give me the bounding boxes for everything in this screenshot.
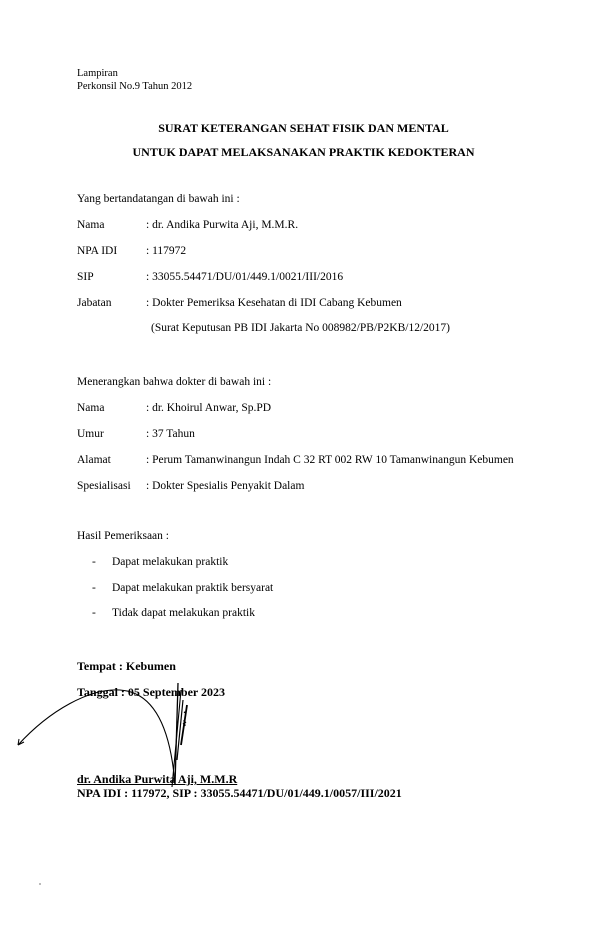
place-line: Tempat : Kebumen	[77, 659, 176, 673]
regulation-reference: Perkonsil No.9 Tahun 2012	[77, 81, 193, 92]
document-title: SURAT KETERANGAN SEHAT FISIK DAN MENTAL	[158, 121, 449, 135]
bullet-dash: -	[92, 556, 96, 568]
signer-intro: Yang bertandatangan di bawah ini :	[77, 193, 240, 205]
signer-npa-value: : 117972	[146, 245, 187, 257]
signer-credentials: NPA IDI : 117972, SIP : 33055.54471/DU/01/449.1/0057/III/2021	[77, 786, 402, 800]
subject-intro: Menerangkan bahwa dokter di bawah ini :	[77, 376, 272, 388]
subject-specialty-label: Spesialisasi	[77, 480, 131, 492]
signer-npa-label: NPA IDI	[77, 245, 118, 257]
signer-position-label: Jabatan	[77, 297, 112, 309]
result-item: Tidak dapat melakukan praktik	[112, 607, 255, 619]
scan-speck	[39, 883, 41, 885]
result-item: Dapat melakukan praktik bersyarat	[112, 582, 274, 594]
bullet-dash: -	[92, 607, 96, 619]
subject-address-value: : Perum Tamanwinangun Indah C 32 RT 002 RW 10 Tamanwinangun Kebumen	[146, 454, 514, 466]
results-heading: Hasil Pemeriksaan :	[77, 530, 169, 542]
bullet-dash: -	[92, 582, 96, 594]
result-item: Dapat melakukan praktik	[112, 556, 229, 568]
subject-age-label: Umur	[77, 428, 104, 440]
signer-name-label: Nama	[77, 219, 105, 231]
signer-sip-value: : 33055.54471/DU/01/449.1/0021/III/2016	[146, 271, 344, 283]
subject-specialty-value: : Dokter Spesialis Penyakit Dalam	[146, 480, 305, 492]
document-subtitle: UNTUK DAPAT MELAKSANAKAN PRAKTIK KEDOKTERAN	[132, 145, 475, 159]
signer-position-value: : Dokter Pemeriksa Kesehatan di IDI Cabang Kebumen	[146, 297, 402, 309]
signer-decree-note: (Surat Keputusan PB IDI Jakarta No 008982/PB/P2KB/12/2017)	[151, 322, 450, 334]
signer-sip-label: SIP	[77, 271, 94, 283]
subject-name-value: : dr. Khoirul Anwar, Sp.PD	[146, 402, 272, 414]
subject-age-value: : 37 Tahun	[146, 428, 195, 440]
date-line: Tanggal : 05 September 2023	[77, 685, 226, 699]
signer-name-value: : dr. Andika Purwita Aji, M.M.R.	[146, 219, 299, 231]
signer-printed-name: dr. Andika Purwita Aji, M.M.R	[77, 772, 238, 786]
attachment-label: Lampiran	[77, 68, 118, 79]
subject-name-label: Nama	[77, 402, 105, 414]
subject-address-label: Alamat	[77, 454, 111, 466]
